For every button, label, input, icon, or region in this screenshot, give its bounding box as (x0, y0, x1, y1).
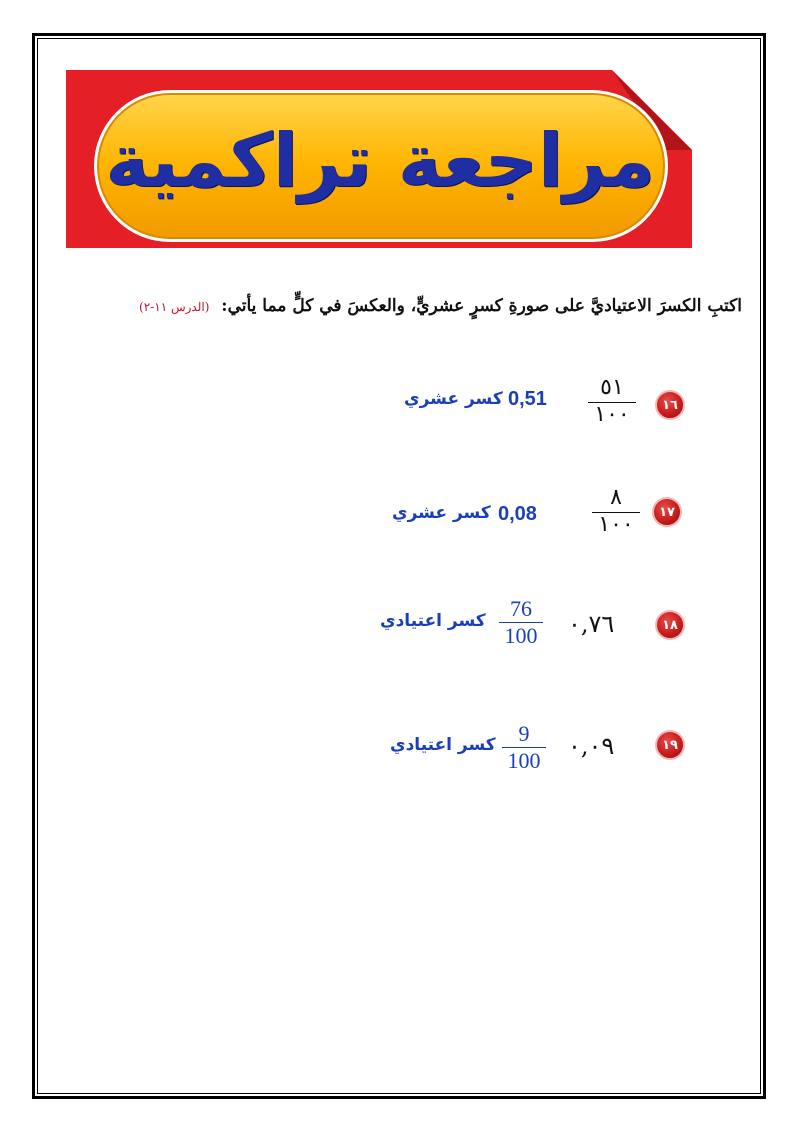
fraction-denominator: ١٠٠ (598, 512, 634, 537)
question-decimal: ٠,٠٩ (568, 732, 615, 760)
exercise-number-badge: ١٧ (652, 497, 682, 527)
fraction-numerator: ٨ (610, 485, 622, 510)
exercise-number-badge: ١٨ (655, 610, 685, 640)
question-fraction (588, 486, 644, 542)
fraction-numerator: ٥١ (600, 375, 624, 400)
answer-decimal: 0,51 (508, 388, 547, 410)
answer-numerator: 9 (518, 721, 530, 746)
question-fraction (584, 376, 640, 432)
question-decimal: ٠,٧٦ (568, 610, 615, 638)
instruction-main: اكتبِ الكسرَ الاعتياديَّ على صورةِ كسرٍ عشريٍّ، والعكسَ في كلٍّ مما يأتي: (221, 296, 742, 316)
answer-label: كسر عشري (404, 389, 503, 409)
banner-title: مراجعة تراكمية (105, 118, 655, 204)
answer-denominator: 100 (507, 748, 541, 773)
answer-denominator: 100 (504, 623, 538, 648)
fraction-denominator: ١٠٠ (594, 402, 630, 427)
answer-decimal: 0,08 (498, 503, 537, 525)
instruction-text (110, 296, 742, 330)
answer-label: كسر عشري (392, 503, 491, 523)
answer-numerator: 76 (510, 596, 532, 621)
answer-label: كسر اعتيادي (380, 611, 486, 631)
answer-label: كسر اعتيادي (390, 735, 496, 755)
exercise-number-badge: ١٦ (655, 390, 685, 420)
answer-fraction (499, 597, 543, 648)
exercise-number-badge: ١٩ (655, 730, 685, 760)
answer-fraction (502, 722, 546, 773)
lesson-reference: (الدرس ١١-٢) (139, 300, 210, 314)
